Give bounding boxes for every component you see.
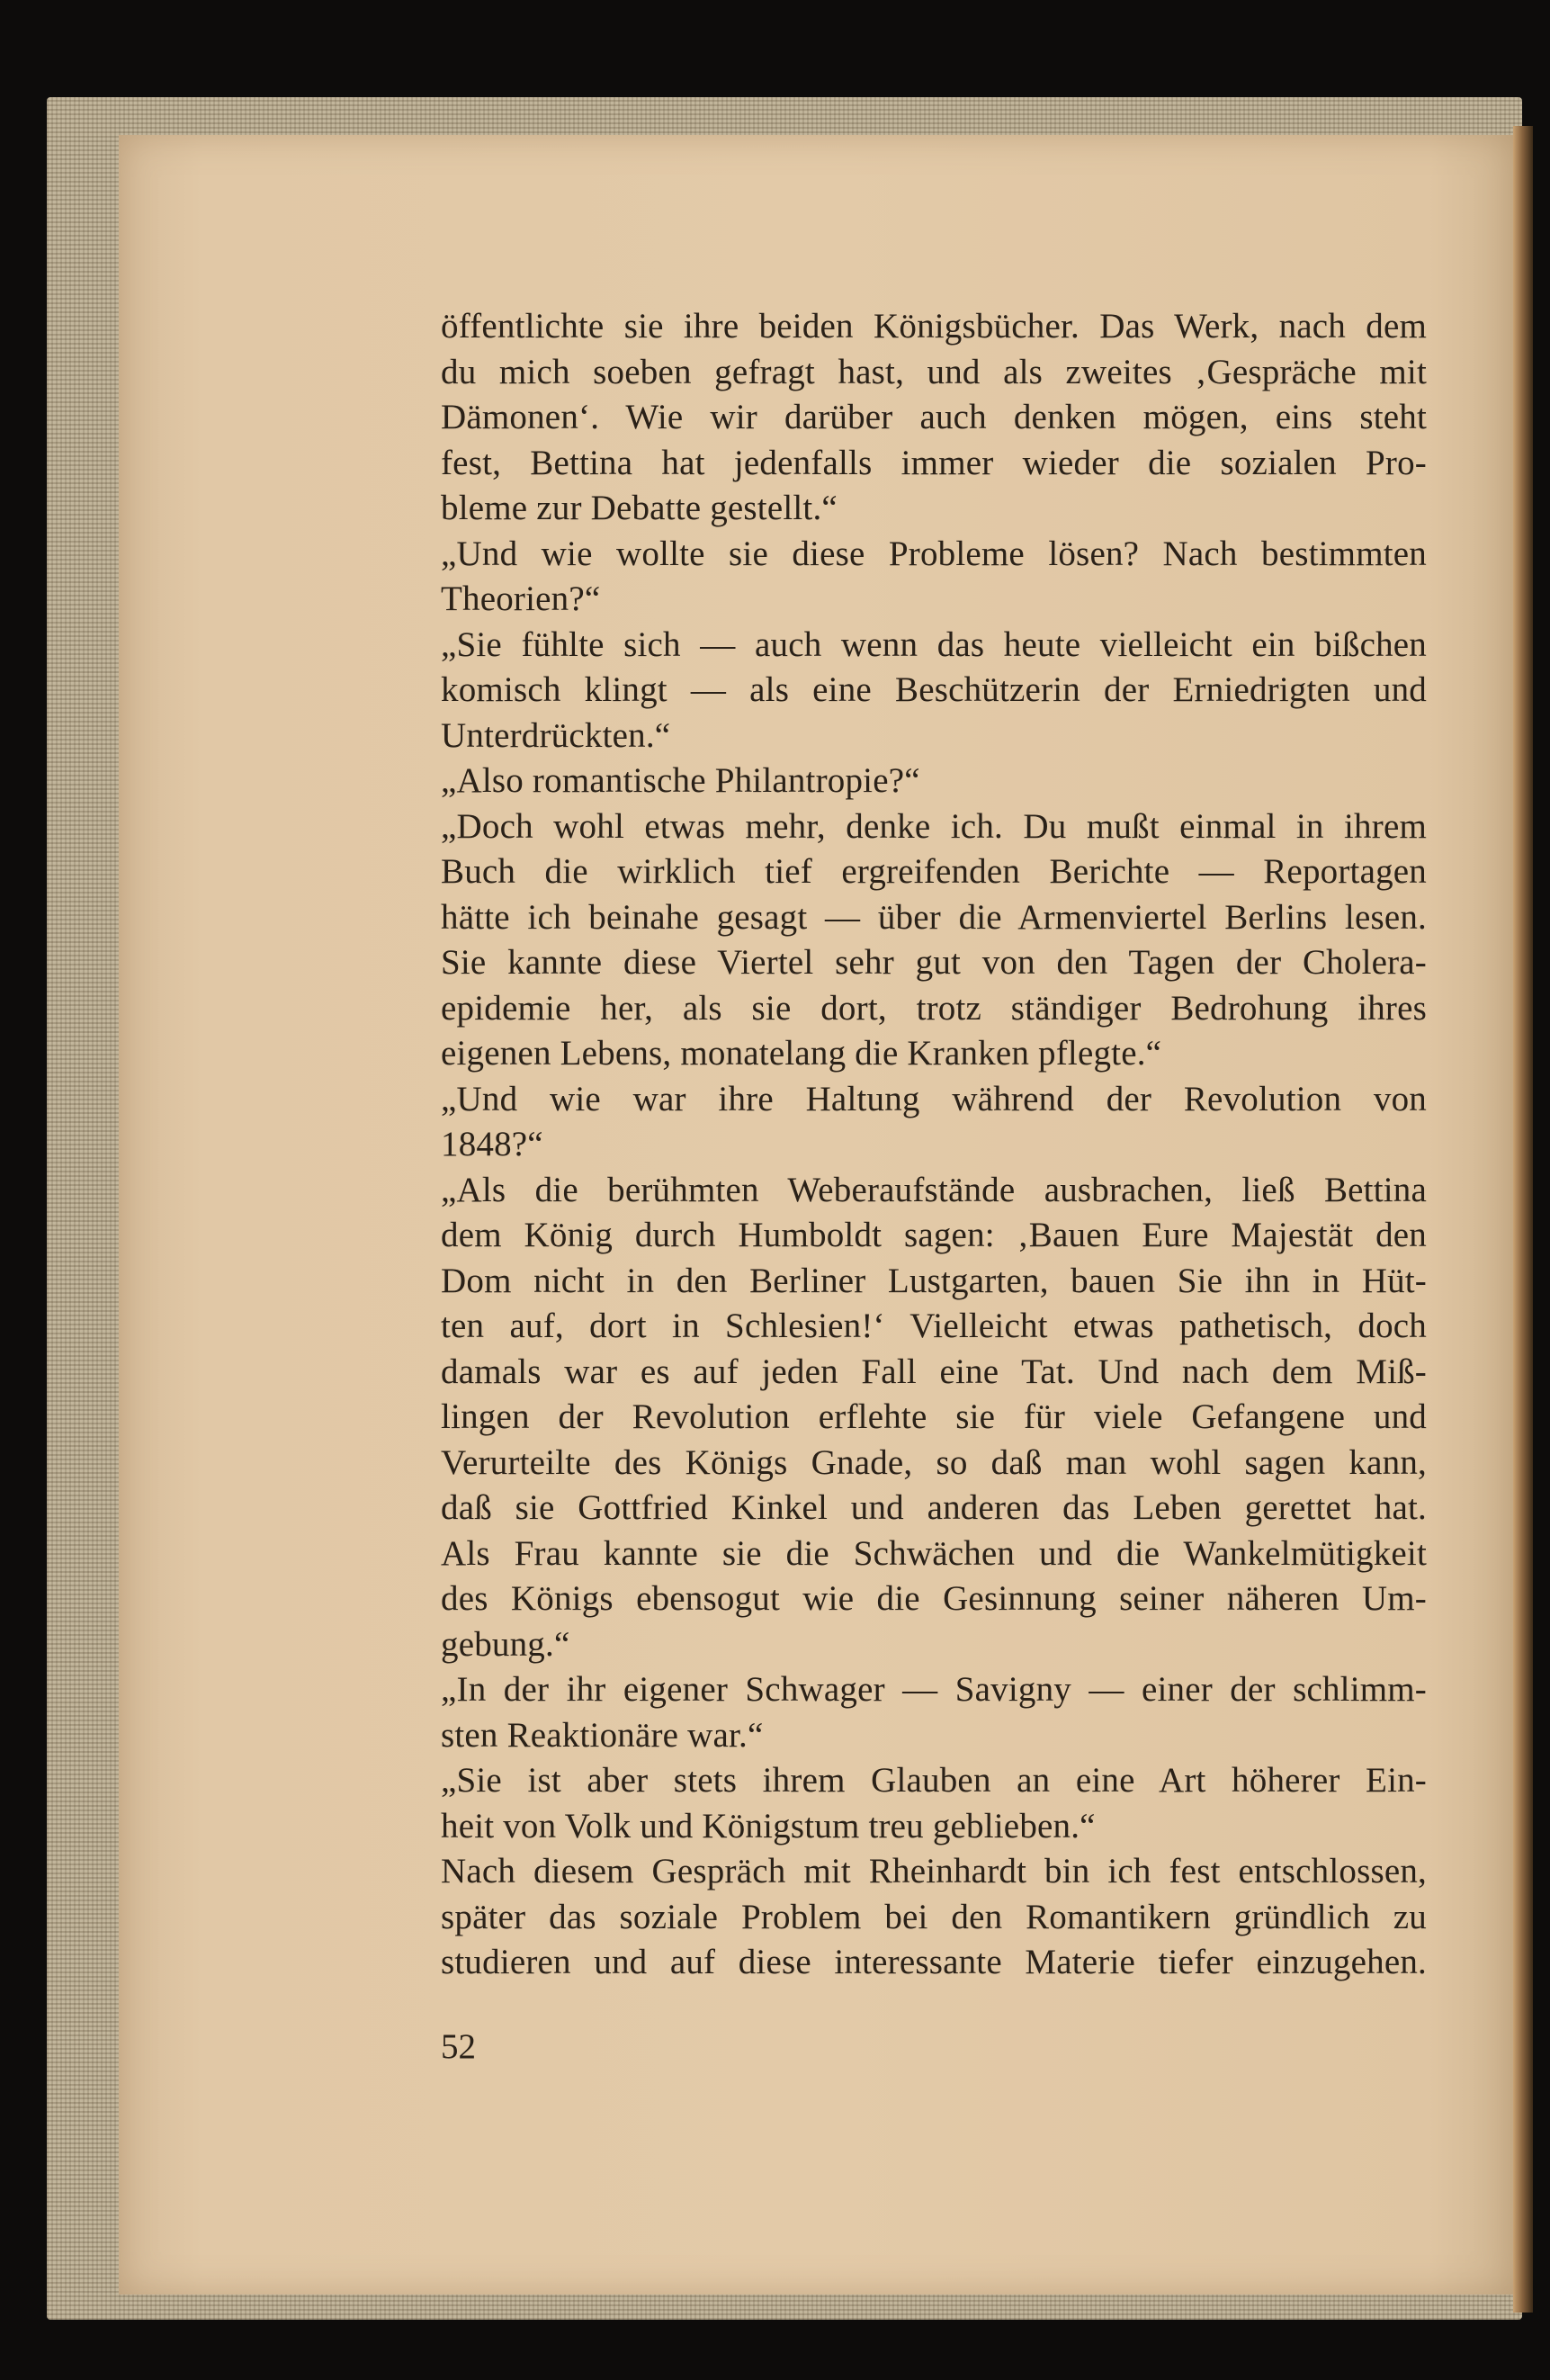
text-line: „Als die berühmten Weberaufstände ausbrachen, ließ Bettina: [441, 1170, 1427, 1209]
text-line: 1848?“: [441, 1125, 543, 1163]
text-line: „Sie fühlte sich — auch wenn das heute vielleicht ein bißchen: [441, 624, 1427, 664]
text-line: Verurteilte des Königs Gnade, so daß man wohl sagen kann,: [441, 1442, 1427, 1482]
text-line: Dämonen‘. Wie wir darüber auch denken mögen, eins steht: [441, 398, 1427, 436]
text-line: bleme zur Debatte gestellt.“: [441, 489, 838, 527]
text-line: „Und wie wollte sie diese Probleme lösen? Nach bestimmten: [441, 534, 1427, 573]
text-line: „Und wie war ihre Haltung während der Revolution von: [441, 1079, 1427, 1118]
text-line: studieren und auf diese interessante Materie tiefer einzugehen.: [441, 1943, 1427, 1981]
text-line: daß sie Gottfried Kinkel und anderen das Leben gerettet hat.: [441, 1488, 1427, 1527]
text-line: ten auf, dort in Schlesien!‘ Vielleicht etwas pathetisch, doch: [441, 1307, 1427, 1345]
text-line: „Also romantische Philantropie?“: [441, 761, 920, 800]
text-line: später das soziale Problem bei den Romantikern gründlich zu: [441, 1897, 1427, 1936]
text-line: Sie kannte diese Viertel sehr gut von den Tagen der Cholera-: [441, 943, 1427, 982]
text-line: des Königs ebensogut wie die Gesinnung seiner näheren Um-: [441, 1579, 1427, 1618]
text-line: epidemie her, als sie dort, trotz ständiger Bedrohung ihres: [441, 988, 1427, 1028]
text-line: „In der ihr eigener Schwager — Savigny — einer der schlimm-: [441, 1670, 1427, 1709]
page-number: 52: [441, 2027, 476, 2066]
page-edge: [1513, 126, 1533, 2313]
text-line: Nach diesem Gespräch mit Rheinhardt bin ich fest entschlossen,: [441, 1852, 1427, 1891]
text-line: Buch die wirklich tief ergreifenden Berichte — Reportagen: [441, 852, 1427, 891]
text-line: hätte ich beinahe gesagt — über die Armenviertel Berlins lesen.: [441, 897, 1427, 937]
text-line: du mich soeben gefragt hast, und als zweites ‚Gespräche mit: [441, 352, 1427, 391]
text-line: eigenen Lebens, monatelang die Kranken pflegte.“: [441, 1034, 1162, 1073]
text-line: Als Frau kannte sie die Schwächen und die Wankelmütigkeit: [441, 1533, 1427, 1573]
text-line: öffentlichte sie ihre beiden Königsbücher. Das Werk, nach dem: [441, 307, 1427, 346]
text-line: dem König durch Humboldt sagen: ‚Bauen Eure Majestät den: [441, 1216, 1427, 1254]
text-line: „Doch wohl etwas mehr, denke ich. Du mußt einmal in ihrem: [441, 806, 1427, 846]
body-text: [441, 304, 1427, 1986]
text-line: sten Reaktionäre war.“: [441, 1715, 764, 1755]
text-line: damals war es auf jeden Fall eine Tat. Und nach dem Miß-: [441, 1352, 1427, 1391]
text-line: Theorien?“: [441, 579, 601, 618]
text-line: „Sie ist aber stets ihrem Glauben an eine Art höherer Ein-: [441, 1761, 1427, 1800]
text-line: komisch klingt — als eine Beschützerin der Erniedrigten und: [441, 670, 1427, 709]
text-line: heit von Volk und Königstum treu geblieben.“: [441, 1806, 1096, 1846]
text-line: fest, Bettina hat jedenfalls immer wieder die sozialen Pro-: [441, 443, 1427, 482]
text-line: Dom nicht in den Berliner Lustgarten, bauen Sie ihn in Hüt-: [441, 1261, 1427, 1300]
text-line: gebung.“: [441, 1624, 570, 1664]
text-line: lingen der Revolution erflehte sie für viele Gefangene und: [441, 1397, 1427, 1436]
text-line: Unterdrückten.“: [441, 715, 671, 755]
